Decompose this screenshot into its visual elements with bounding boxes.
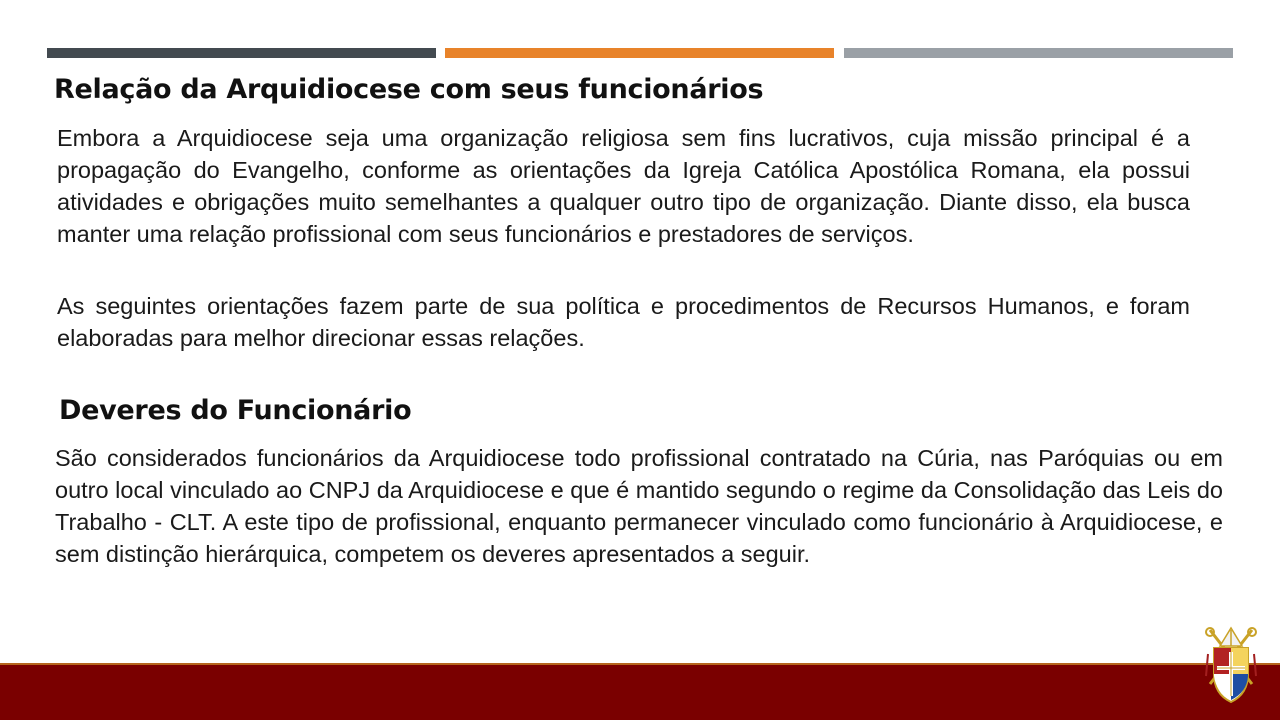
archdiocese-coat-of-arms-icon bbox=[1200, 624, 1262, 706]
section-title-duties: Deveres do Funcionário bbox=[59, 395, 412, 426]
top-accent-bar-gray bbox=[844, 48, 1233, 58]
top-accent-bar-dark bbox=[47, 48, 436, 58]
footer-band bbox=[0, 665, 1280, 720]
paragraph-relation-guidelines: As seguintes orientações fazem parte de sua política e procedimentos de Recursos Humanos, e foram elaboradas para melhor direcionar essas relações. bbox=[57, 293, 1190, 351]
section-title-relation: Relação da Arquidiocese com seus funcionários bbox=[54, 74, 764, 105]
paragraph-duties-definition: São considerados funcionários da Arquidiocese todo profissional contratado na Cúria, nas Paróquias ou em outro local vinculado ao CNPJ da Arquidiocese e que é mantido segundo o regime da Consolidação das Leis do Trabalho - CLT. A este tipo de profissional, enquanto permanecer vinculado como funcionário à Arquidiocese, e sem distinção hierárquica, competem os deveres apresentados a seguir. bbox=[55, 445, 1223, 567]
paragraph-relation-intro: Embora a Arquidiocese seja uma organização religiosa sem fins lucrativos, cuja missão principal é a propagação do Evangelho, conforme as orientações da Igreja Católica Apostólica Romana, ela possui atividades e obrigações muito semelhantes a qualquer outro tipo de organização. Diante disso, ela busca manter uma relação profissional com seus funcionários e prestadores de serviços. bbox=[57, 125, 1190, 247]
top-accent-bar-orange bbox=[445, 48, 834, 58]
